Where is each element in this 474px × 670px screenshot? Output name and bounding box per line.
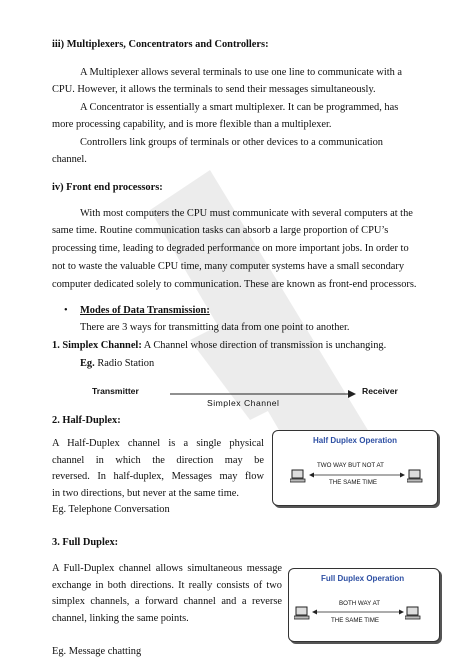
bullet: •	[64, 305, 68, 316]
paragraph-line: Controllers link groups of terminals or other devices to a communication	[80, 137, 383, 148]
receiver-label: Receiver	[362, 386, 398, 396]
paragraph-line: A Full-Duplex channel allows simultaneous message	[52, 563, 282, 574]
computer-icon	[407, 469, 423, 483]
simplex-text: A Channel whose direction of transmission is unchanging.	[141, 340, 387, 351]
box-label: THE SAME TIME	[329, 479, 378, 486]
transmitter-label: Transmitter	[92, 386, 139, 396]
paragraph-line: same time. Routine communication tasks can absorb a large proportion of CPU’s	[52, 225, 389, 236]
full-duplex-heading: 3. Full Duplex:	[52, 537, 119, 548]
paragraph-line: computer dedicated solely to communication. These are known as front-end processors.	[52, 279, 417, 290]
double-arrow	[312, 608, 404, 616]
paragraph-line: With most computers the CPU must communicate with several computers at the	[80, 208, 413, 219]
half-duplex-heading: 2. Half-Duplex:	[52, 415, 121, 426]
modes-heading: Modes of Data Transmission:	[80, 305, 210, 316]
paragraph-line: A Multiplexer allows several terminals to use one line to communicate with a	[80, 67, 403, 78]
section-heading-front-end: iv) Front end processors:	[52, 182, 163, 193]
paragraph-line: channel, linking the same points.	[52, 612, 189, 624]
section-heading-multiplexers: iii) Multiplexers, Concentrators and Controllers:	[52, 39, 269, 50]
paragraph-line: processing time, leading to degraded performance on more important jobs. In order to	[52, 243, 409, 254]
paragraph-line: simplex channels, a forward channel and a reverse	[52, 596, 282, 607]
simplex-line	[52, 339, 386, 353]
simplex-heading: 1. Simplex Channel:	[52, 340, 142, 351]
full-duplex-diagram	[288, 568, 440, 642]
eg-label: Eg.	[80, 358, 95, 369]
computer-icon	[405, 606, 421, 620]
paragraph-line: more processing capability, and is more flexible than a multiplexer.	[52, 119, 332, 130]
paragraph-line: channel in which the direction may be	[52, 454, 264, 466]
box-title: Full Duplex Operation	[321, 574, 405, 583]
simplex-caption: Simplex Channel	[207, 398, 280, 408]
computer-icon	[294, 606, 310, 620]
half-duplex-text	[52, 436, 264, 519]
double-arrow	[309, 471, 405, 479]
full-duplex-text	[52, 561, 282, 627]
modes-intro: There are 3 ways for transmitting data from one point to another.	[80, 322, 350, 333]
simplex-example	[80, 357, 154, 371]
computer-icon	[290, 469, 306, 483]
paragraph-line: exchange in both directions. It really consists of two	[52, 579, 282, 591]
paragraph-line: in two directions, but never at the same time.	[52, 487, 239, 499]
box-label: TWO WAY BUT NOT AT	[317, 462, 384, 469]
paragraph-line: reversed. In half-duplex, Messages may flow	[52, 471, 264, 482]
box-title: Half Duplex Operation	[313, 436, 398, 445]
box-label: BOTH WAY AT	[339, 600, 381, 607]
paragraph-line: CPU. However, it allows the terminals to send their messages simultaneously.	[52, 84, 376, 95]
example-line: Eg. Message chatting	[52, 646, 142, 657]
eg-text: Radio Station	[94, 358, 155, 369]
paragraph-line: A Half-Duplex channel is a single physical	[52, 438, 264, 449]
paragraph-line: not to waste the valuable CPU time, many computer systems have a small secondary	[52, 261, 405, 272]
paragraph-line: channel.	[52, 154, 87, 165]
example-line: Eg. Telephone Conversation	[52, 504, 170, 515]
half-duplex-diagram	[272, 430, 438, 506]
paragraph-line: A Concentrator is essentially a smart multiplexer. It can be programmed, has	[80, 102, 399, 113]
box-label: THE SAME TIME	[331, 617, 380, 624]
